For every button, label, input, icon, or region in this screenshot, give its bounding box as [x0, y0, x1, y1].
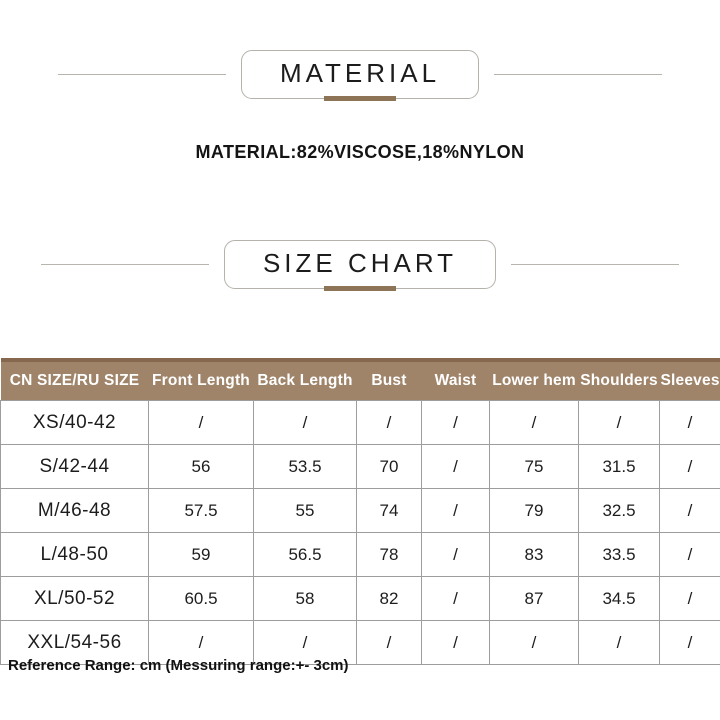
- value-cell: /: [254, 401, 357, 445]
- value-cell: 31.5: [579, 445, 660, 489]
- value-cell: 55: [254, 489, 357, 533]
- size-cell: L/48-50: [1, 533, 149, 577]
- column-header: Bust: [357, 360, 422, 401]
- size-cell: S/42-44: [1, 445, 149, 489]
- material-title: MATERIAL: [279, 58, 441, 88]
- value-cell: /: [422, 489, 490, 533]
- left-divider-line: [41, 264, 209, 265]
- table-row: [1, 445, 720, 489]
- size-cell: M/46-48: [1, 489, 149, 533]
- value-cell: 58: [254, 577, 357, 621]
- value-cell: /: [660, 621, 720, 665]
- value-cell: /: [422, 445, 490, 489]
- value-cell: 74: [357, 489, 422, 533]
- column-header: Shoulders: [579, 360, 660, 401]
- size-cell: XS/40-42: [1, 401, 149, 445]
- value-cell: /: [149, 401, 254, 445]
- column-header: Sleeves: [660, 360, 720, 401]
- material-composition-text: MATERIAL:82%VISCOSE,18%NYLON: [195, 142, 525, 162]
- value-cell: 56: [149, 445, 254, 489]
- value-cell: /: [660, 577, 720, 621]
- material-section-header: [0, 50, 720, 99]
- value-cell: /: [422, 577, 490, 621]
- value-cell: /: [660, 489, 720, 533]
- value-cell: 70: [357, 445, 422, 489]
- value-cell: /: [579, 621, 660, 665]
- material-title-accent-bar: [324, 96, 396, 101]
- table-row: [1, 577, 720, 621]
- column-header: Front Length: [149, 360, 254, 401]
- size-chart-title-box: [224, 240, 496, 289]
- size-chart-table: [0, 358, 720, 665]
- header-row: [1, 360, 720, 401]
- value-cell: 33.5: [579, 533, 660, 577]
- value-cell: /: [660, 445, 720, 489]
- right-divider-line: [511, 264, 679, 265]
- value-cell: 82: [357, 577, 422, 621]
- value-cell: 56.5: [254, 533, 357, 577]
- value-cell: /: [149, 621, 254, 665]
- value-cell: 32.5: [579, 489, 660, 533]
- table-row: [1, 533, 720, 577]
- value-cell: /: [422, 533, 490, 577]
- size-cell: XL/50-52: [1, 577, 149, 621]
- value-cell: 60.5: [149, 577, 254, 621]
- value-cell: /: [422, 401, 490, 445]
- table-row: [1, 489, 720, 533]
- value-cell: /: [490, 621, 579, 665]
- size-chart-title-accent-bar: [324, 286, 396, 291]
- left-divider-line: [58, 74, 226, 75]
- column-header: CN SIZE/RU SIZE: [1, 360, 149, 401]
- value-cell: /: [660, 533, 720, 577]
- value-cell: 83: [490, 533, 579, 577]
- size-chart-title: SIZE CHART: [262, 248, 458, 278]
- column-header: Lower hem: [490, 360, 579, 401]
- value-cell: 59: [149, 533, 254, 577]
- value-cell: /: [254, 621, 357, 665]
- size-cell: XXL/54-56: [1, 621, 149, 665]
- value-cell: /: [357, 621, 422, 665]
- value-cell: /: [579, 401, 660, 445]
- value-cell: 34.5: [579, 577, 660, 621]
- right-divider-line: [494, 74, 662, 75]
- reference-range-note: Reference Range: cm (Messuring range:+- 3cm): [8, 657, 349, 674]
- value-cell: 57.5: [149, 489, 254, 533]
- column-header: Waist: [422, 360, 490, 401]
- value-cell: /: [490, 401, 579, 445]
- value-cell: 87: [490, 577, 579, 621]
- column-header: Back Length: [254, 360, 357, 401]
- size-table-header: [1, 360, 720, 401]
- value-cell: 79: [490, 489, 579, 533]
- value-cell: 78: [357, 533, 422, 577]
- value-cell: /: [357, 401, 422, 445]
- value-cell: 53.5: [254, 445, 357, 489]
- material-title-box: [241, 50, 479, 99]
- table-row: [1, 401, 720, 445]
- value-cell: 75: [490, 445, 579, 489]
- size-table-body: [1, 401, 720, 665]
- value-cell: /: [422, 621, 490, 665]
- value-cell: /: [660, 401, 720, 445]
- size-chart-section-header: [0, 240, 720, 289]
